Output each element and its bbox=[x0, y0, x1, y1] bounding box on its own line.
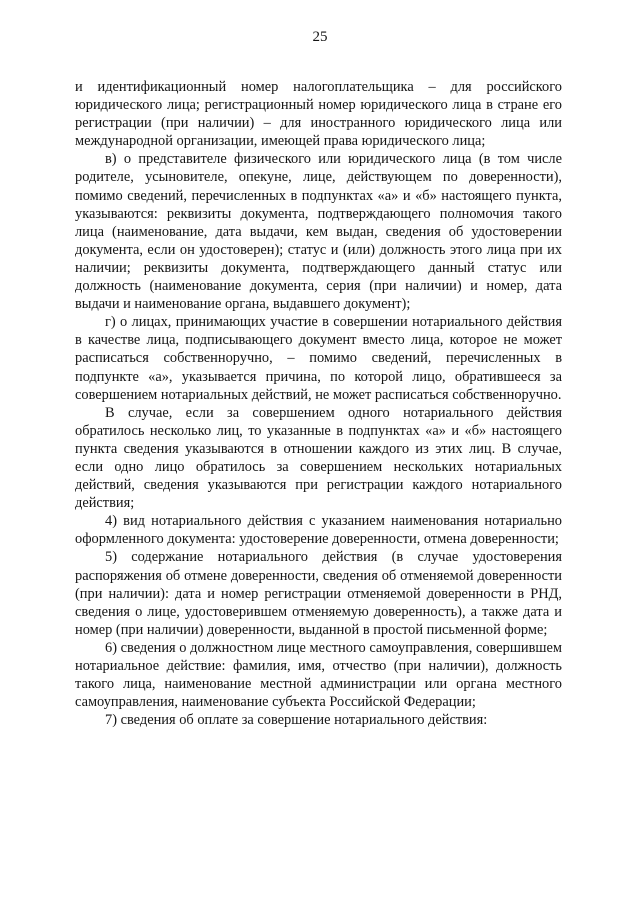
paragraph-item-6: 6) сведения о должностном лице местного самоуправления, совершившем нотариальное действие: фамилия, имя, отчество (при наличии), должность такого лица, наименование местной администрации или органа местного самоуправления, наименование субъекта Российской Федерации; bbox=[75, 639, 562, 711]
paragraph-item-4: 4) вид нотариального действия с указанием наименования нотариально оформленного документа: удостоверение доверенности, отмена доверенности; bbox=[75, 513, 562, 548]
paragraph-item-v: в) о представителе физического или юридического лица (в том числе родителе, усыновителе, опекуне, лице, действующем по доверенности), помимо сведений, перечисленных в подпунктах «а» и «б» настоящего пункта, указываются: реквизиты документа, подтверждающего полномочия такого лица (наименование, дата выдачи, кем выдан, сведения об удостоверении документа, если он удостоверен); статус и (или) должность этого лица при их наличии; реквизиты документа, подтверждающего данный статус или должность (наименование документа, серия (при наличии) и номер, дата выдачи и наименование органа, выдавшего документ); bbox=[75, 151, 562, 313]
page-number: 25 bbox=[312, 29, 328, 45]
paragraph-item-5: 5) содержание нотариального действия (в случае удостоверения распоряжения об отмене доверенности, сведения об отменяемой доверенности (при наличии): дата и номер регистрации отменяемой доверенности в РНД, сведения о лице, удостоверившем отменяемую доверенность), а также дата и номер (при наличии) доверенности, выданной в простой письменной форме; bbox=[75, 549, 562, 638]
document-body bbox=[75, 78, 562, 729]
paragraph-item-g: г) о лицах, принимающих участие в совершении нотариального действия в качестве лица, подписывающего документ вместо лица, которое не может расписаться собственноручно, – помимо сведений, перечисленных в подпункте «а», указывается причина, по которой лицо, обратившееся за совершением нотариальных действий, не может расписаться собственноручно. bbox=[75, 314, 562, 403]
paragraph-continuation: и идентификационный номер налогоплательщика – для российского юридического лица; регистрационный номер юридического лица в стране его регистрации (при наличии) – для иностранного юридического лица или международной организации, имеющей права юридического лица; bbox=[75, 79, 562, 150]
paragraph-multiple-persons: В случае, если за совершением одного нотариального действия обратилось несколько лиц, то указанные в подпунктах «а» и «б» настоящего пункта сведения указываются в отношении каждого из этих лиц. В случае, если одно лицо обратилось за совершением нескольких нотариальных действий, сведения указываются при регистрации каждого нотариального действия; bbox=[75, 404, 562, 512]
paragraph-item-7: 7) сведения об оплате за совершение нотариального действия: bbox=[105, 712, 488, 729]
